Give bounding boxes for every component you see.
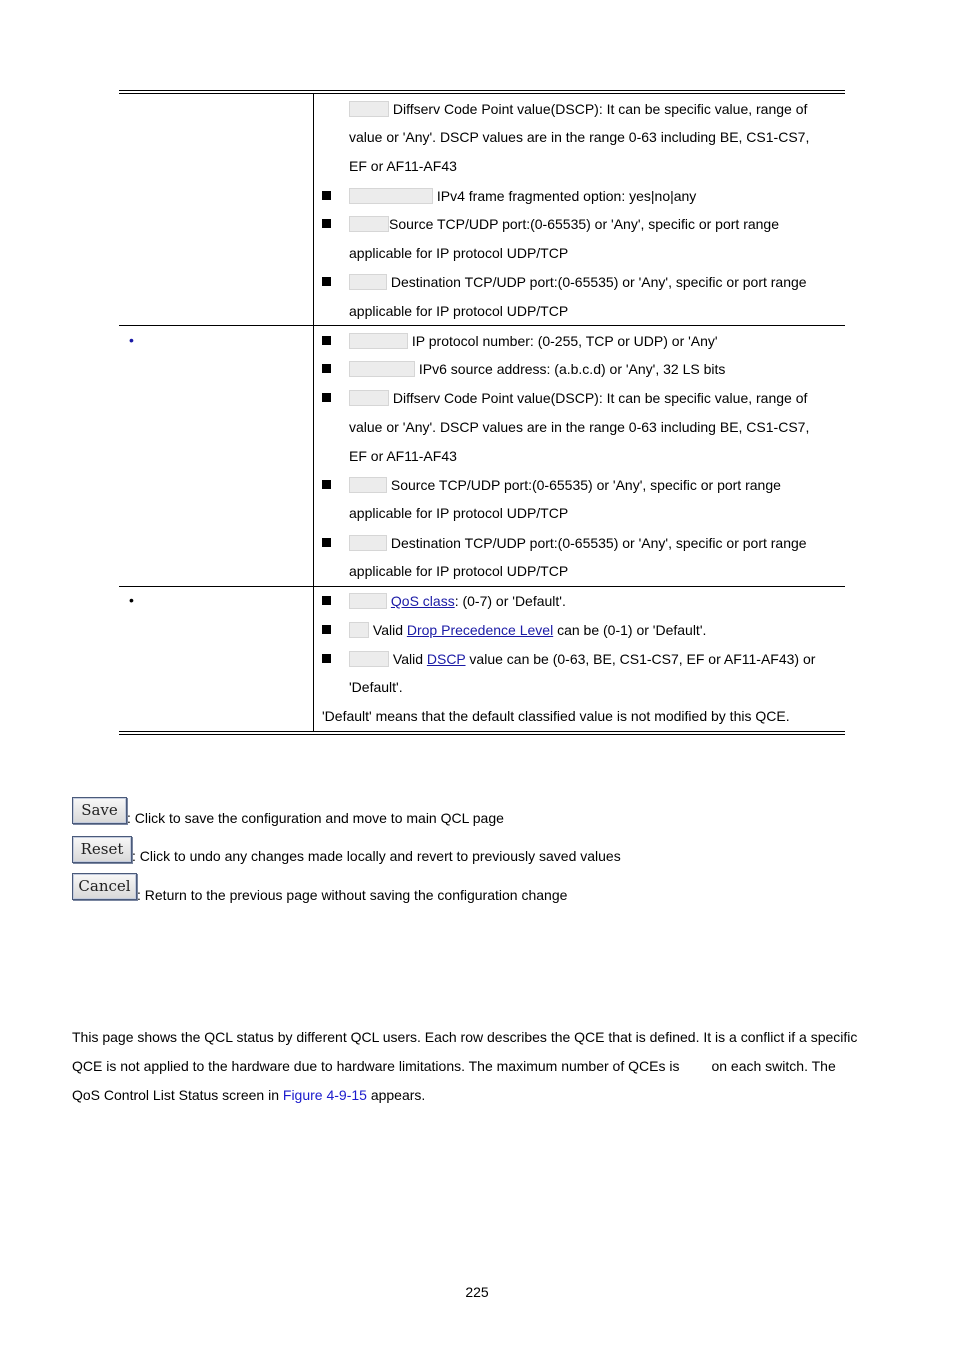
redacted-field-label — [349, 188, 433, 204]
paragraph-line: QCE is not applied to the hardware due to hardware limitations. The maximum number of QCEs is on each switch. The — [72, 1058, 836, 1074]
row-bullet: • — [129, 332, 134, 348]
save-button[interactable]: Save — [72, 797, 127, 824]
redacted-field-label — [349, 101, 389, 117]
paragraph-line: QoS Control List Status screen in Figure 4-9-15 appears. — [72, 1087, 426, 1103]
drop-precedence-level-link[interactable]: Drop Precedence Level — [406, 622, 554, 638]
redacted-field-label — [349, 361, 415, 377]
redacted-field-label — [349, 390, 389, 406]
cancel-button-wrap — [72, 873, 137, 900]
redacted-field-label — [349, 333, 408, 349]
redacted-field-label — [349, 535, 387, 551]
paragraph-line: This page shows the QCL status by different QCL users. Each row describes the QCE that is defined. It is a conflict if a specific — [72, 1029, 858, 1045]
cancel-button[interactable]: Cancel — [72, 873, 137, 900]
list-item: IPv4 frame fragmented option: yes|no|any — [349, 187, 696, 205]
table-column-divider — [313, 94, 314, 731]
cancel-button-description: : Return to the previous page without saving the configuration change — [137, 887, 568, 903]
save-button-description: : Click to save the configuration and move to main QCL page — [127, 810, 504, 826]
list-item: Valid Drop Precedence Level can be (0-1) or 'Default'. — [349, 621, 706, 639]
reset-button-description: : Click to undo any changes made locally and revert to previously saved values — [132, 848, 621, 864]
list-item-continuation: EF or AF11-AF43 — [349, 448, 457, 464]
redacted-field-label — [349, 274, 387, 290]
save-button-wrap — [72, 797, 127, 824]
list-item-continuation: value or 'Any'. DSCP values are in the range 0-63 including BE, CS1-CS7, — [349, 419, 810, 435]
square-bullet-icon — [322, 393, 331, 402]
redacted-field-label — [349, 651, 389, 667]
redacted-field-label — [349, 477, 387, 493]
list-item-continuation: applicable for IP protocol UDP/TCP — [349, 563, 569, 579]
redacted-field-label — [349, 593, 387, 609]
table-top-rule — [119, 90, 845, 91]
list-item-continuation: applicable for IP protocol UDP/TCP — [349, 245, 569, 261]
list-item: QoS class: (0-7) or 'Default'. — [349, 592, 566, 610]
table-row-separator — [119, 325, 845, 326]
square-bullet-icon — [322, 480, 331, 489]
list-item: IPv6 source address: (a.b.c.d) or 'Any', 32 LS bits — [349, 360, 725, 378]
page-number: 225 — [465, 1284, 489, 1300]
square-bullet-icon — [322, 277, 331, 286]
table-bottom-rule-inner — [119, 731, 845, 732]
square-bullet-icon — [322, 191, 331, 200]
list-item: Diffserv Code Point value(DSCP): It can be specific value, range of — [349, 389, 807, 407]
redacted-field-label — [349, 216, 389, 232]
square-bullet-icon — [322, 596, 331, 605]
list-item: Destination TCP/UDP port:(0-65535) or 'Any', specific or port range — [349, 534, 807, 552]
reset-button[interactable]: Reset — [72, 836, 132, 863]
list-item: Source TCP/UDP port:(0-65535) or 'Any', specific or port range — [349, 215, 779, 233]
list-item-continuation: EF or AF11-AF43 — [349, 158, 457, 174]
default-note: 'Default' means that the default classified value is not modified by this QCE. — [322, 708, 790, 724]
qos-class-link[interactable]: QoS class — [390, 593, 455, 609]
table-bottom-rule — [119, 734, 845, 735]
list-item: Source TCP/UDP port:(0-65535) or 'Any', specific or port range — [349, 476, 781, 494]
dscp-link[interactable]: DSCP — [426, 651, 466, 667]
list-item-continuation: applicable for IP protocol UDP/TCP — [349, 505, 569, 521]
square-bullet-icon — [322, 538, 331, 547]
list-item-continuation: value or 'Any'. DSCP values are in the range 0-63 including BE, CS1-CS7, — [349, 129, 810, 145]
square-bullet-icon — [322, 364, 331, 373]
list-item-continuation: applicable for IP protocol UDP/TCP — [349, 303, 569, 319]
table-row-separator — [119, 586, 845, 587]
table-top-rule-inner — [119, 93, 845, 94]
list-item: Destination TCP/UDP port:(0-65535) or 'Any', specific or port range — [349, 273, 807, 291]
square-bullet-icon — [322, 336, 331, 345]
reset-button-wrap — [72, 836, 132, 863]
square-bullet-icon — [322, 219, 331, 228]
row-bullet: • — [129, 592, 134, 608]
figure-reference-link[interactable]: Figure 4-9-15 — [282, 1087, 367, 1103]
list-item: IP protocol number: (0-255, TCP or UDP) or 'Any' — [349, 332, 718, 350]
list-item: Valid DSCP value can be (0-63, BE, CS1-CS7, EF or AF11-AF43) or — [349, 650, 815, 668]
redacted-field-label — [349, 622, 369, 638]
list-item: Diffserv Code Point value(DSCP): It can be specific value, range of — [349, 100, 807, 118]
square-bullet-icon — [322, 625, 331, 634]
square-bullet-icon — [322, 654, 331, 663]
list-item-continuation: 'Default'. — [349, 679, 403, 695]
